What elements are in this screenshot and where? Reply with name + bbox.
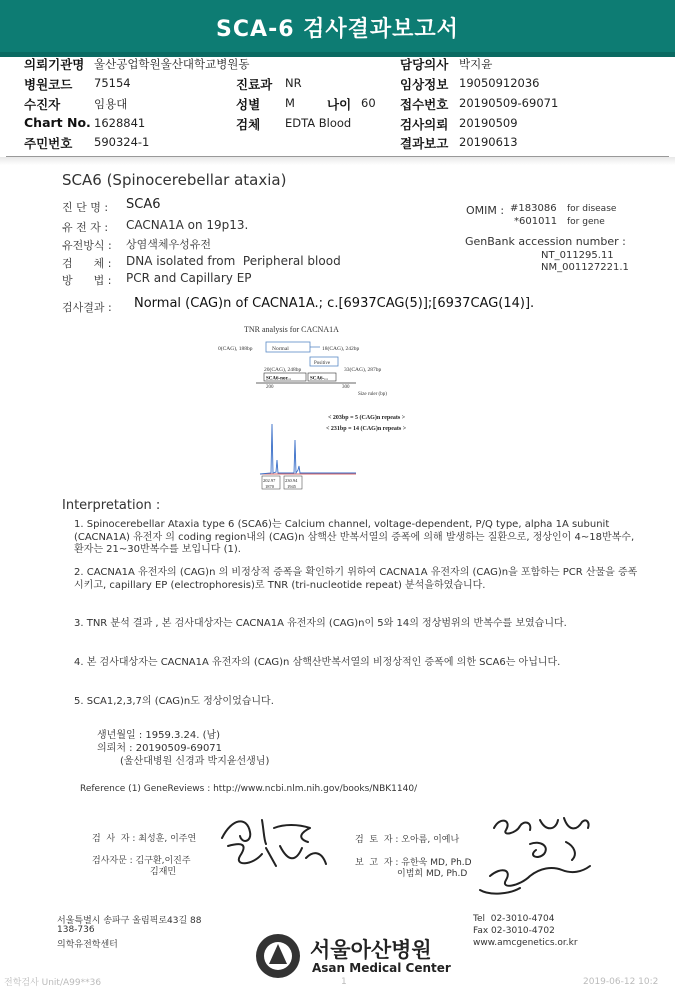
positive-box-label: Positive bbox=[314, 361, 331, 366]
note-hospital: (울산대병원 신경과 박지윤선생님) bbox=[120, 756, 270, 767]
peak2-size: 230.94 bbox=[285, 478, 298, 483]
address-zip: 138-736 bbox=[57, 925, 95, 935]
logo-english: Asan Medical Center bbox=[312, 961, 451, 975]
genbank-label: GenBank accession number : bbox=[465, 235, 626, 248]
tnr-figure bbox=[216, 320, 456, 496]
field-value-specimen: DNA isolated from Peripheral blood bbox=[126, 254, 341, 268]
scan-shadow bbox=[0, 157, 675, 165]
result-value: Normal (CAG)n of CACNA1A.; c.[6937CAG(5)];[6937CAG(14)]. bbox=[134, 296, 535, 311]
field-label-specimen: 검 체 : bbox=[62, 257, 112, 270]
field-label-diagnosis: 진 단 명 : bbox=[62, 201, 109, 214]
field-label-gene: 유 전 자 : bbox=[62, 221, 109, 234]
label-institution: 의뢰기관명 bbox=[24, 57, 85, 72]
reporter-2: 이범희 MD, Ph.D bbox=[397, 869, 468, 879]
interpretation-list bbox=[74, 519, 640, 709]
page-title: SCA-6 검사결과보고서 bbox=[216, 17, 459, 42]
contact-tel: Tel 02-3010-4704 bbox=[473, 914, 555, 924]
interpretation-heading: Interpretation : bbox=[62, 498, 161, 513]
omim-id-disease: #183086 bbox=[510, 203, 557, 214]
label-chart-no: Chart No. bbox=[24, 115, 91, 130]
value-receipt-no: 20190509-69071 bbox=[459, 96, 559, 110]
interpretation-item-2: 2. CACNA1A 유전자의 (CAG)n 의 비정상적 증폭을 확인하기 위하여 CACNA1A 유전자의 (CAG)n을 포함하는 PCR 산물을 증폭시키고, capillary EP (electrophoresis)로 TNR (tri-nucleotide repeat) 분석을하였습니다. bbox=[74, 567, 638, 591]
value-patient: 임용대 bbox=[94, 97, 128, 111]
field-value-inheritance: 상염색체우성유전 bbox=[126, 238, 212, 251]
label-hospital-code: 병원코드 bbox=[24, 77, 73, 92]
value-test-request: 20190509 bbox=[459, 116, 518, 130]
label-resident-no: 주민번호 bbox=[24, 136, 73, 151]
label-result-report: 결과보고 bbox=[400, 136, 449, 151]
ruler-tick-300: 300 bbox=[342, 385, 350, 390]
field-label-method: 방 법 : bbox=[62, 274, 112, 287]
value-age: 60 bbox=[361, 96, 376, 110]
value-specimen: EDTA Blood bbox=[285, 116, 352, 130]
examiner: 검 사 자 : 최성훈, 이주연 bbox=[92, 834, 197, 844]
report-header bbox=[0, 0, 675, 57]
logo-korean: 서울아산병원 bbox=[310, 938, 432, 962]
label-specimen: 검체 bbox=[236, 117, 261, 132]
value-hospital-code: 75154 bbox=[94, 76, 131, 90]
reference: Reference (1) GeneReviews : http://www.ncbi.nlm.nih.gov/books/NBK1140/ bbox=[80, 784, 418, 794]
address-street: 서울특별시 송파구 올림픽로43길 88 bbox=[57, 916, 202, 926]
value-resident-no: 590324-1 bbox=[94, 135, 150, 149]
genbank-nt: NT_011295.11 bbox=[541, 250, 614, 261]
peak1-size: 202.97 bbox=[263, 478, 276, 483]
value-doctor: 박지윤 bbox=[459, 57, 493, 71]
report-heading: SCA6 (Spinocerebellar ataxia) bbox=[62, 171, 287, 189]
field-value-diagnosis: SCA6 bbox=[126, 197, 161, 212]
supervisor-signature bbox=[222, 836, 332, 876]
figure-title: TNR analysis for CACNA1A bbox=[244, 325, 339, 334]
omim-desc-gene: for gene bbox=[567, 217, 605, 227]
address-center: 의학유전학센터 bbox=[57, 940, 118, 950]
value-clinical-info: 19050912036 bbox=[459, 76, 540, 90]
label-receipt-no: 접수번호 bbox=[400, 97, 449, 112]
contact-fax: Fax 02-3010-4702 bbox=[473, 926, 555, 936]
repeat-line-2: < 231bp = 14 (CAG)n repeats > bbox=[326, 426, 407, 432]
footer-page: 1 bbox=[341, 977, 347, 987]
figure-row2-right: 33(CAG), 287bp bbox=[344, 367, 382, 373]
genbank-nm: NM_001127221.1 bbox=[541, 262, 629, 273]
interpretation-item-1: 1. Spinocerebellar Ataxia type 6 (SCA6)는 Calcium channel, voltage-dependent, P/Q type, alpha 1A subunit (CACNA1A) 유전자 의 coding region내의 (CAG)n 삼핵산 반복서열의 증폭에 의해 발생하는 질환으로, 정상인이 4~18반복수, 환자는 21~30반복수를 보입니다 (1). bbox=[74, 519, 635, 555]
interpretation-item-3: 3. TNR 분석 결과 , 본 검사대상자는 CACNA1A 유전자의 (CAG)n이 5와 14의 정상범위의 반복수를 보였습니다. bbox=[74, 618, 567, 629]
value-department: NR bbox=[285, 76, 302, 90]
label-sex: 성별 bbox=[236, 97, 261, 112]
repeat-line-1: < 203bp = 5 (CAG)n repeats > bbox=[328, 415, 406, 421]
omim-id-gene: *601011 bbox=[514, 216, 558, 227]
sca6-pos-label: SCA6-... bbox=[310, 376, 328, 382]
figure-row2-left: 20(CAG), 248bp bbox=[264, 367, 302, 373]
field-label-inheritance: 유전방식 : bbox=[62, 239, 112, 252]
reporter-1: 보 고 자 : 유한욱 MD, Ph.D bbox=[355, 858, 472, 868]
sca6-normal-label: SCA6-nor... bbox=[266, 376, 291, 382]
ruler-tick-200: 200 bbox=[266, 385, 274, 390]
peak1-height: 1870 bbox=[265, 484, 274, 489]
normal-box-label: Normal bbox=[272, 346, 289, 352]
note-requester: 의뢰처 : 20190509-69071 bbox=[97, 743, 223, 754]
figure-normal-start: 0(CAG), 188bp bbox=[218, 346, 253, 352]
peak2-height: 1945 bbox=[287, 484, 296, 489]
contact-web: www.amcgenetics.or.kr bbox=[473, 938, 578, 948]
omim-label: OMIM : bbox=[466, 204, 505, 217]
label-age: 나이 bbox=[327, 97, 352, 112]
omim-desc-disease: for disease bbox=[567, 204, 617, 214]
value-institution: 울산공업학원울산대학교병원동 bbox=[94, 57, 250, 71]
interpretation-item-4: 4. 본 검사대상자는 CACNA1A 유전자의 (CAG)n 삼핵산반복서열의 비정상적인 증폭에 의한 SCA6는 아닙니다. bbox=[74, 657, 561, 668]
label-test-request: 검사의뢰 bbox=[400, 117, 449, 132]
field-value-gene: CACNA1A on 19p13. bbox=[126, 218, 249, 232]
footer-datetime: 2019-06-12 10:2 bbox=[583, 977, 659, 987]
supervisor: 검사자문 : 김구환,이진주 bbox=[92, 856, 191, 866]
value-sex: M bbox=[285, 96, 295, 110]
label-doctor: 담당의사 bbox=[400, 57, 449, 72]
footer-unit: 전학검사 Unit/A99**36 bbox=[4, 978, 102, 988]
note-birth: 생년월일 : 1959.3.24. (남) bbox=[97, 730, 221, 741]
interpretation-item-5: 5. SCA1,2,3,7의 (CAG)n도 정상이었습니다. bbox=[74, 696, 274, 707]
asan-seal-logo bbox=[254, 932, 302, 980]
supervisor-2: 김재민 bbox=[150, 867, 177, 877]
label-clinical-info: 임상정보 bbox=[400, 77, 449, 92]
label-department: 진료과 bbox=[236, 77, 273, 92]
label-patient: 수진자 bbox=[24, 97, 61, 112]
ruler-label: Size ruler (bp) bbox=[358, 392, 387, 397]
reporter-signature bbox=[470, 836, 600, 900]
reviewer: 검 토 자 : 오아름, 이예나 bbox=[355, 835, 460, 845]
field-value-method: PCR and Capillary EP bbox=[126, 271, 252, 285]
value-result-report: 20190613 bbox=[459, 135, 518, 149]
result-label: 검사결과 : bbox=[62, 301, 112, 314]
value-chart-no: 1628841 bbox=[94, 116, 146, 130]
figure-normal-end: 18(CAG), 242bp bbox=[322, 346, 360, 352]
